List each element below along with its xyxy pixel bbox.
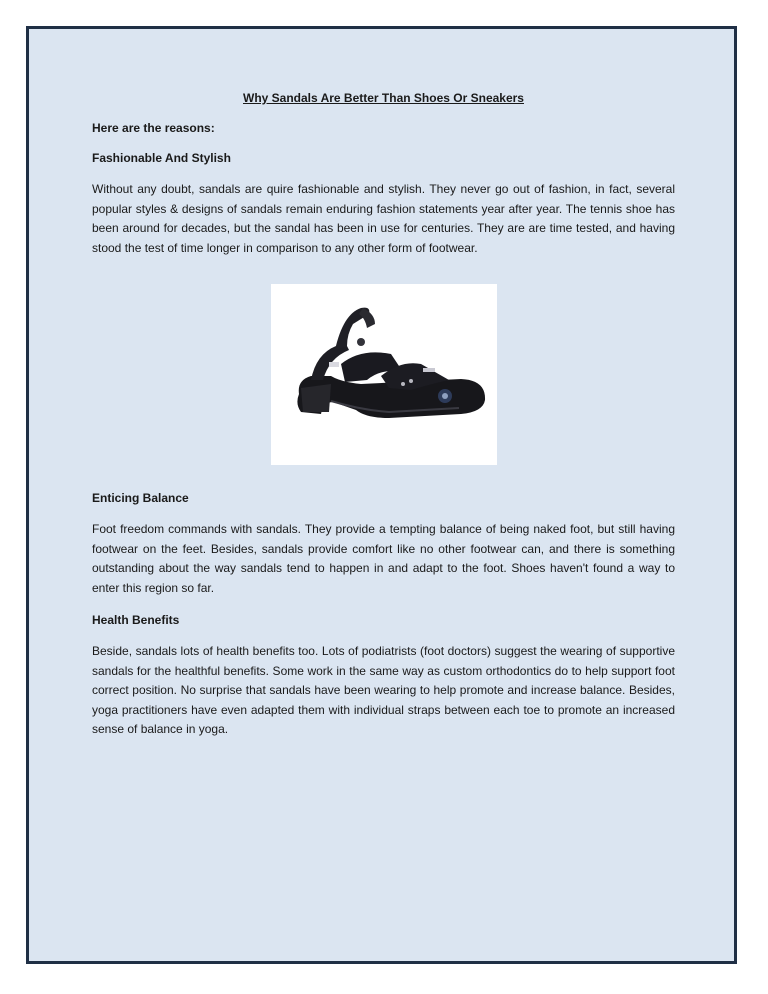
section-heading-health: Health Benefits	[92, 613, 180, 627]
section-body-balance: Foot freedom commands with sandals. They provide a tempting balance of being naked foot, but still having footwear on the feet. Besides, sandals provide comfort like no other footwear can, and there is something outstanding about the way sandals tend to happen in and adapt to the foot. Shoes haven't found a way to enter this region so far.	[92, 522, 675, 595]
black-sandal-image	[271, 284, 497, 465]
document-page	[26, 26, 737, 964]
section-heading-balance: Enticing Balance	[92, 491, 189, 505]
section-heading-fashion: Fashionable And Stylish	[92, 151, 231, 165]
intro-line: Here are the reasons:	[92, 121, 215, 135]
section-body-health: Beside, sandals lots of health benefits too. Lots of podiatrists (foot doctors) suggest the wearing of supportive sandals for the healthful benefits. Some work in the same way as custom orthodontics do to help support foot correct position. No surprise that sandals have been wearing to help promote and increase balance. Besides, yoga practitioners have even adapted them with individual straps between each toe to promote an increased sense of balance in yoga.	[92, 644, 675, 736]
section-body-fashion: Without any doubt, sandals are quire fashionable and stylish. They never go out of fashion, in fact, several popular styles & designs of sandals remain enduring fashion statements year after year. The tennis shoe has been around for decades, but the sandal has been in use for centuries. They are are time tested, and having stood the test of time longer in comparison to any other form of footwear.	[92, 182, 675, 255]
sandal-image	[271, 284, 497, 465]
document-title: Why Sandals Are Better Than Shoes Or Sneakers	[243, 91, 524, 105]
document-content	[92, 91, 675, 754]
